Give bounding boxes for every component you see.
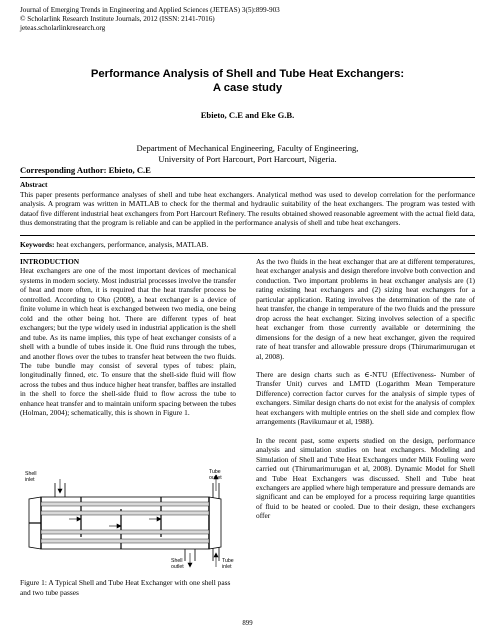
label-tube-outlet-2: outlet — [209, 475, 222, 481]
divider-top — [20, 177, 475, 178]
label-shell-inlet-2: inlet — [25, 477, 35, 483]
copyright-line: © Scholarlink Research Institute Journals, 2012 (ISSN: 2141-7016) — [20, 15, 215, 24]
right-paragraph-2: There are design charts such as ∈-NTU (Effectiveness- Number of Transfer Unit) curves and LMTD (Logarithm Mean Temperature Difference) correction factor curves for the analysis of simple types of exchangers. Similar design charts do not exist for the analysis of complex heat exchangers with multiple entries on the shell side and complex flow arrangements (Ravikumaur et al, 1988). — [256, 369, 475, 427]
divider-keywords-bottom — [20, 253, 475, 254]
page-number: 899 — [242, 620, 253, 627]
tube-1 — [41, 502, 209, 506]
divider-abstract-bottom — [20, 235, 475, 236]
label-shell-outlet-2: outlet — [171, 564, 184, 570]
abstract-heading: Abstract — [20, 180, 48, 189]
keywords-label: Keywords: — [20, 240, 55, 249]
label-shell-inlet-1: Shell — [25, 471, 37, 477]
tube-3 — [41, 530, 209, 534]
journal-citation: Journal of Emerging Trends in Engineering and Applied Sciences (JETEAS) 3(5):899-903 — [20, 6, 280, 14]
shell-inlet-arrowhead — [58, 489, 62, 493]
label-tube-inlet-1: Tube — [222, 558, 234, 564]
affiliation-line-2: University of Port Harcourt, Port Harcourt, Nigeria. — [158, 154, 337, 164]
left-column — [20, 257, 236, 418]
rear-head — [209, 497, 221, 549]
introduction-heading: INTRODUCTION — [20, 257, 80, 266]
label-tube-inlet-2: inlet — [222, 564, 232, 570]
keywords — [20, 240, 475, 249]
shell-outlet-arrowhead — [188, 563, 192, 567]
label-tube-outlet-1: Tube — [209, 469, 221, 475]
tube-2 — [41, 511, 209, 515]
keywords-text: heat exchangers, performance, analysis, MATLAB. — [54, 240, 209, 249]
journal-url: jeteas.scholarlinkresearch.org — [20, 24, 106, 33]
corresponding-author: Corresponding Author: Ebieto, C.E — [20, 165, 151, 175]
title-line-1: Performance Analysis of Shell and Tube Heat Exchangers: — [90, 68, 405, 80]
title-line-2: A case study — [212, 82, 283, 94]
affiliation-line-1: Department of Mechanical Engineering, Faculty of Engineering, — [136, 143, 359, 153]
label-shell-outlet-1: Shell — [171, 558, 183, 564]
heat-exchanger-figure — [21, 469, 236, 571]
paper-title — [20, 67, 475, 95]
right-paragraph-1: As the two fluids in the heat exchanger that are at different temperatures, heat exchanger analysis and design therefore involve both convection and conduction. Two important problems in heat exchanger analysis are (1) rating existing heat exchangers and (2) sizing heat exchangers for a particular application. Rating involves the determination of the rate of heat transfer, the change in temperature of the two fluids and the pressure drop across the heat exchanger. Sizing involves selection of a specific heat exchanger from those currently available or determining the dimensions for the design of a new heat exchanger, given the required rate of heat transfer and allowable pressure drops (Thirumarimurugan et al, 2008). — [256, 257, 475, 361]
tube-4 — [41, 539, 209, 543]
journal-header — [20, 6, 475, 34]
right-paragraph-3: In the recent past, some experts studied on the design, performance analysis and simulation studies on heat exchangers. Modeling and Simulation of Shell and Tube Heat Exchangers under Milk Fouling were carried out (Thirumarimurugan et al, 2008). Dynamic Model for Shell and Tube Heat Exchangers was discussed. Shell and Tube heat exchangers are applied where high temperature and pressure demands are significant and can be employed for a process requiring large quantities of fluid to be heated or cooled. Due to their design, these exchangers offer — [256, 435, 475, 521]
introduction-text: Heat exchangers are one of the most important devices of mechanical systems in modern society. Most industrial processes involve the transfer of heat and more often, it is required that the heat transfer process be controlled. According to Oko (2008), a heat exchanger is a device of finite volume in which heat is exchanged between two media, one being cold and the other being hot. There are different types of heat exchangers; but the type widely used in industrial application is the shell and tube. As its name implies, this type of heat exchanger consists of a shell with a bundle of tubes inside it. One fluid runs through the tubes, and another flows over the tubes to transfer heat between the two fluids. The tube bundle may consist of several types of tubes: plain, longitudinally finned, etc. To ensure that the shell-side fluid will flow across the tubes and thus induce higher heat transfer, baffles are installed in the shell to force the shell-side fluid to flow across the tube to enhance heat transfer and to maintain uniform spacing between the tubes (Holman, 2004); schematically, this is shown in Figure 1. — [20, 266, 236, 418]
abstract-text: This paper presents performance analyses of shell and tube heat exchangers. Analytical method was used to develop correlation for the performance analysis. A program was written in MATLAB to check for the thermal and hydraulic suitability of the heat exchangers. The program was tested with dataof five different industrial heat exchangers from Port Harcourt Refinery. The results obtained showed reasonable agreement with the actual field data, thus demonstrating that the program is reliable and can be applied in the performance analysis of shell and tube heat exchangers. — [20, 190, 475, 228]
figure-caption: Figure 1: A Typical Shell and Tube Heat Exchanger with one shell pass and two tube passes — [20, 578, 231, 597]
authors: Ebieto, C.E and Eke G.B. — [200, 110, 295, 120]
tube-inlet-arrowhead — [214, 553, 218, 557]
right-column — [256, 257, 475, 521]
affiliation — [20, 143, 475, 165]
